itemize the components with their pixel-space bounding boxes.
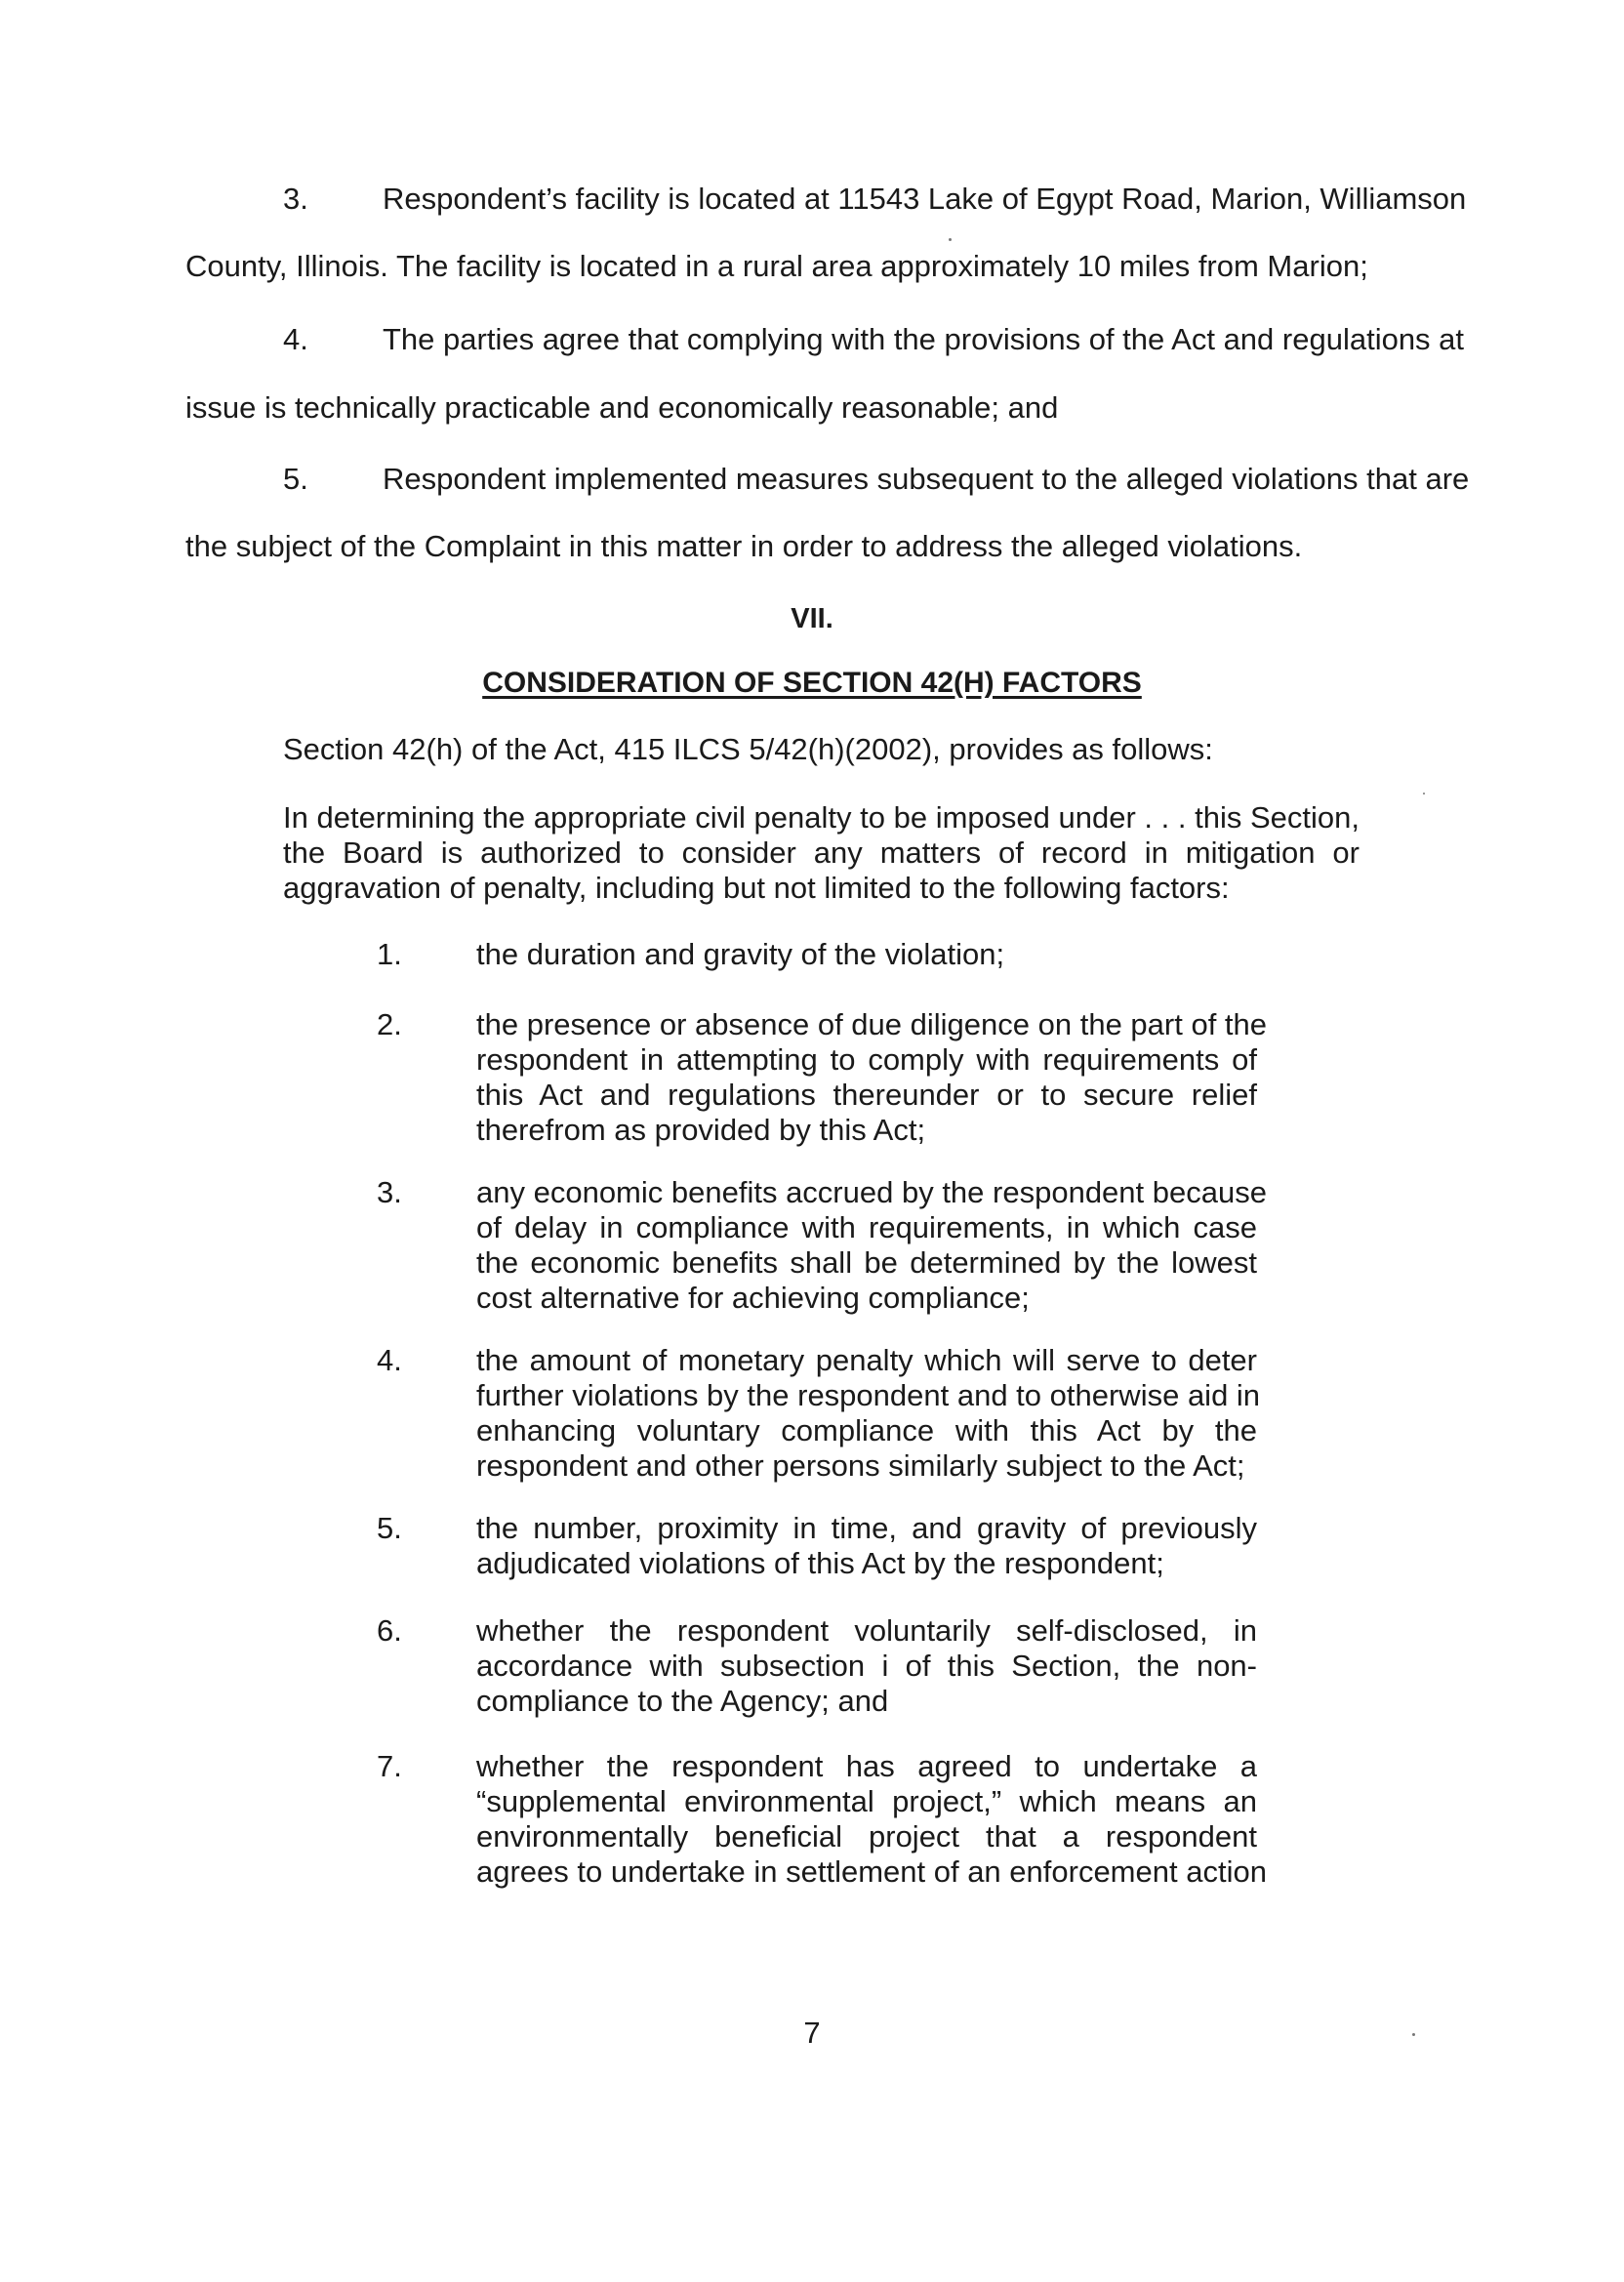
scan-speck — [1412, 2033, 1415, 2036]
paragraph-5-line-2: the subject of the Complaint in this matter in order to address the alleged violations. — [185, 529, 1303, 563]
factor-5-text — [476, 1511, 1257, 1581]
factor-2-text — [476, 1007, 1268, 1148]
factor-4-text — [476, 1343, 1261, 1484]
scan-speck — [1423, 793, 1425, 795]
factor-7-text — [476, 1749, 1267, 1890]
factor-line: further violations by the respondent and to otherwise aid in — [476, 1378, 1261, 1412]
factor-line: the number, proximity in time, and gravity of previously — [476, 1511, 1257, 1545]
factor-7-number: 7. — [377, 1749, 402, 1783]
factor-line: cost alternative for achieving compliance; — [476, 1281, 1030, 1315]
factor-6-number: 6. — [377, 1613, 402, 1648]
factor-line: environmentally beneficial project that a respondent — [476, 1819, 1257, 1854]
factor-line: agrees to undertake in settlement of an enforcement action — [476, 1854, 1267, 1889]
factor-line: any economic benefits accrued by the respondent because — [476, 1175, 1267, 1209]
factor-line: this Act and regulations thereunder or to secure relief — [476, 1078, 1257, 1112]
paragraph-3-line-2: County, Illinois. The facility is located in a rural area approximately 10 miles from Marion; — [185, 249, 1368, 283]
factor-3-number: 3. — [377, 1175, 402, 1209]
factor-4-number: 4. — [377, 1343, 402, 1377]
factor-line: the presence or absence of due diligence on the part of the — [476, 1007, 1268, 1041]
factor-line: compliance to the Agency; and — [476, 1684, 889, 1718]
factor-1-number: 1. — [377, 937, 402, 971]
factor-line: the economic benefits shall be determined by the lowest — [476, 1245, 1257, 1280]
section-title: CONSIDERATION OF SECTION 42(H) FACTORS — [482, 667, 1142, 699]
paragraph-3-line-1: Respondent’s facility is located at 11543 Lake of Egypt Road, Marion, Williamson — [383, 182, 1467, 216]
paragraph-5-number: 5. — [283, 462, 308, 496]
factor-line: respondent and other persons similarly subject to the Act; — [476, 1448, 1245, 1483]
factor-3-text — [476, 1175, 1267, 1316]
factor-line: “supplemental environmental project,” which means an — [476, 1784, 1257, 1818]
paragraph-4-number: 4. — [283, 322, 308, 356]
factor-line: whether the respondent voluntarily self-disclosed, in — [476, 1613, 1257, 1648]
quote-line: aggravation of penalty, including but not limited to the following factors: — [283, 871, 1230, 905]
factor-2-number: 2. — [377, 1007, 402, 1041]
section-number: VII. — [791, 603, 833, 634]
factor-line: enhancing voluntary compliance with this Act by the — [476, 1413, 1257, 1447]
factor-line: whether the respondent has agreed to undertake a — [476, 1749, 1257, 1783]
factor-6-text — [476, 1613, 1257, 1719]
paragraph-5-line-1: Respondent implemented measures subsequent to the alleged violations that are — [383, 462, 1470, 496]
factor-line: respondent in attempting to comply with requirements of — [476, 1042, 1257, 1077]
factor-line: therefrom as provided by this Act; — [476, 1113, 926, 1147]
factor-line: accordance with subsection i of this Section, the non- — [476, 1649, 1257, 1683]
section-intro: Section 42(h) of the Act, 415 ILCS 5/42(h)(2002), provides as follows: — [283, 732, 1213, 766]
quote-line: In determining the appropriate civil penalty to be imposed under . . . this Section, — [283, 800, 1360, 835]
factor-line: of delay in compliance with requirements, in which case — [476, 1210, 1257, 1244]
paragraph-3-number: 3. — [283, 182, 308, 216]
scan-speck — [949, 238, 952, 241]
quote-line: the Board is authorized to consider any matters of record in mitigation or — [283, 835, 1360, 870]
factor-line: the amount of monetary penalty which will serve to deter — [476, 1343, 1257, 1377]
paragraph-4-line-2: issue is technically practicable and economically reasonable; and — [185, 390, 1059, 425]
paragraph-4-line-1: The parties agree that complying with the provisions of the Act and regulations at — [383, 322, 1465, 356]
statute-quote — [283, 800, 1360, 906]
factor-line: adjudicated violations of this Act by the respondent; — [476, 1546, 1164, 1580]
section-title-wrapper — [0, 666, 1624, 701]
page-number: 7 — [803, 2016, 821, 2050]
factor-1-text — [476, 937, 1257, 972]
factor-line: the duration and gravity of the violation; — [476, 937, 1005, 971]
factor-5-number: 5. — [377, 1511, 402, 1545]
